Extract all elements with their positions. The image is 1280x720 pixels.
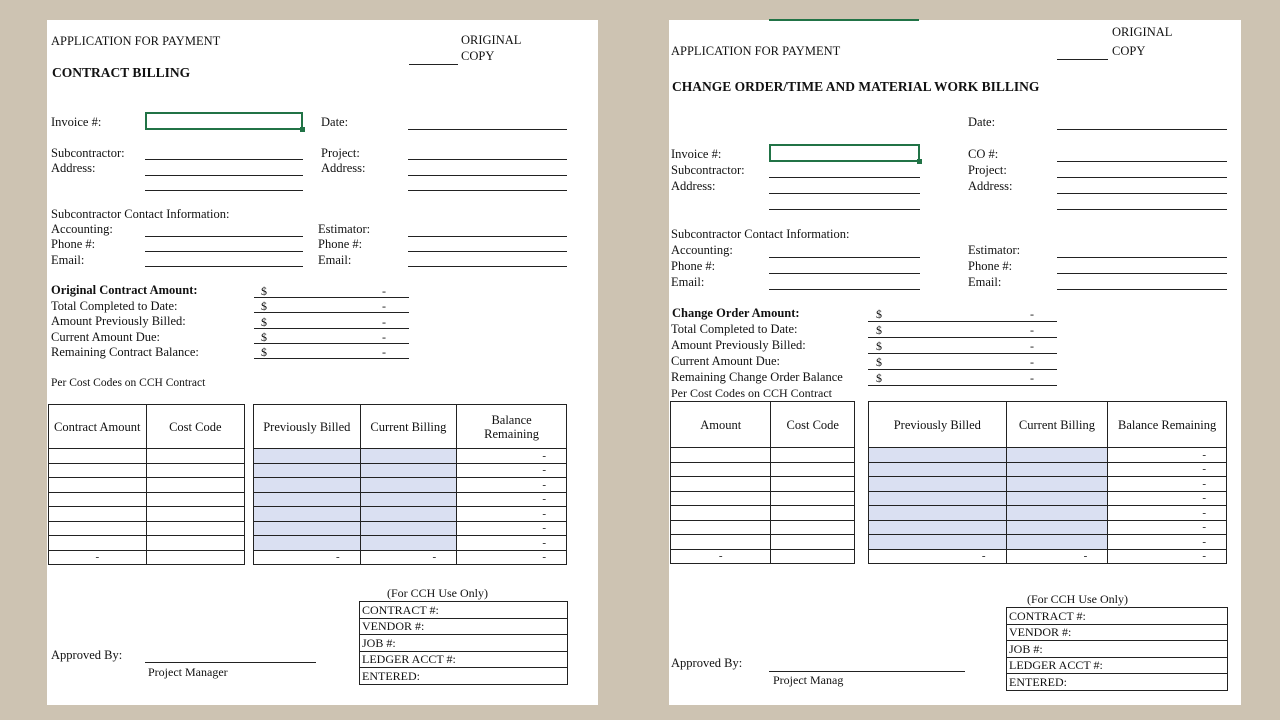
balance-cell: - [457, 507, 567, 522]
balance-cell: - [457, 449, 567, 464]
total-cell: - [1108, 549, 1227, 564]
summary-currency: $ [876, 371, 882, 385]
table-cell[interactable] [869, 448, 1007, 463]
table-cell[interactable] [671, 535, 771, 550]
summary-value: - [382, 330, 386, 344]
estimator-email-label: Email: [968, 275, 1002, 289]
summary-label: Original Contract Amount: [51, 283, 198, 297]
cch-use-only-label: (For CCH Use Only) [1027, 592, 1128, 606]
date-label: Date: [321, 115, 349, 129]
cch-row: JOB #: [1007, 641, 1228, 658]
table-cell[interactable] [1006, 448, 1108, 463]
date-field[interactable] [1057, 129, 1227, 130]
balance-cell: - [457, 463, 567, 478]
summary-line [254, 343, 409, 344]
summary-label: Amount Previously Billed: [671, 338, 806, 352]
table-cell[interactable] [671, 448, 771, 463]
summary-value: - [1030, 355, 1034, 369]
approval-signature-line[interactable] [769, 671, 965, 672]
summary-currency: $ [261, 299, 267, 313]
table-cell[interactable] [771, 520, 855, 535]
balance-cell: - [1108, 491, 1227, 506]
table-cell[interactable] [671, 491, 771, 506]
summary-label: Change Order Amount: [672, 306, 800, 320]
project-field[interactable] [1057, 177, 1227, 178]
table-cell[interactable] [869, 491, 1007, 506]
table-cell[interactable] [1006, 506, 1108, 521]
previously-billed-header: Previously Billed [869, 402, 1007, 448]
copy-check-line [409, 64, 458, 65]
project-address-field-1[interactable] [1057, 193, 1227, 194]
address-label: Address: [51, 161, 96, 175]
summary-line [254, 297, 409, 298]
project-manager-label: Project Manag [773, 673, 844, 687]
subcontractor-label: Subcontractor: [671, 163, 745, 177]
table-cell[interactable] [869, 520, 1007, 535]
table-cell[interactable] [360, 463, 457, 478]
summary-currency: $ [876, 339, 882, 353]
approval-signature-line[interactable] [145, 662, 316, 663]
address-field-1[interactable] [769, 193, 920, 194]
estimator-phone-field[interactable] [408, 251, 567, 252]
total-cell: - [1006, 549, 1108, 564]
cch-use-box [359, 601, 568, 685]
contact-info-heading: Subcontractor Contact Information: [51, 207, 230, 221]
billing-table [868, 401, 1227, 564]
address-label: Address: [671, 179, 716, 193]
table-cell[interactable] [869, 535, 1007, 550]
summary-value: - [382, 315, 386, 329]
estimator-email-field[interactable] [1057, 289, 1227, 290]
table-cell[interactable] [254, 478, 361, 493]
summary-value: - [1030, 339, 1034, 353]
email-label: Email: [671, 275, 705, 289]
balance-remaining-header: Balance Remaining [457, 405, 567, 449]
table-cell[interactable] [49, 478, 147, 493]
table-cell[interactable] [360, 449, 457, 464]
address-field-2[interactable] [145, 190, 303, 191]
table-cell[interactable] [254, 463, 361, 478]
copy-label: COPY [461, 49, 495, 63]
phone-label: Phone #: [51, 237, 96, 251]
summary-label: Remaining Contract Balance: [51, 345, 199, 359]
summary-label: Total Completed to Date: [671, 322, 798, 336]
summary-currency: $ [876, 323, 882, 337]
original-label: ORIGINAL [461, 33, 522, 47]
email-field[interactable] [769, 289, 920, 290]
table-cell[interactable] [49, 492, 147, 507]
table-cell[interactable] [1006, 535, 1108, 550]
estimator-phone-label: Phone #: [968, 259, 1013, 273]
table-cell[interactable] [1006, 520, 1108, 535]
total-cell: - [254, 550, 361, 565]
summary-label: Remaining Change Order Balance [671, 370, 843, 384]
table-cell[interactable] [146, 463, 244, 478]
copy-label: COPY [1112, 44, 1146, 58]
project-label: Project: [321, 146, 360, 160]
original-label: ORIGINAL [1112, 25, 1173, 39]
phone-label: Phone #: [671, 259, 716, 273]
cch-row: VENDOR #: [1007, 624, 1228, 641]
balance-cell: - [1108, 477, 1227, 492]
estimator-label: Estimator: [318, 222, 371, 236]
balance-cell: - [457, 492, 567, 507]
invoice-label: Invoice #: [671, 147, 722, 161]
balance-remaining-header: Balance Remaining [1108, 402, 1227, 448]
contract-amount-header: Contract Amount [49, 405, 147, 449]
cch-row: CONTRACT #: [1007, 608, 1228, 625]
table-cell[interactable] [360, 492, 457, 507]
table-cell[interactable] [146, 492, 244, 507]
balance-cell: - [1108, 462, 1227, 477]
summary-line [868, 337, 1057, 338]
total-cell: - [869, 549, 1007, 564]
summary-line [254, 328, 409, 329]
copy-check-line [1057, 59, 1108, 60]
summary-value: - [1030, 307, 1034, 321]
table-cell[interactable] [1006, 462, 1108, 477]
estimator-phone-label: Phone #: [318, 237, 363, 251]
table-cell[interactable] [671, 462, 771, 477]
balance-cell: - [457, 521, 567, 536]
balance-cell: - [457, 536, 567, 551]
balance-cell: - [1108, 506, 1227, 521]
amount-total: - [671, 549, 771, 564]
summary-currency: $ [876, 355, 882, 369]
cost-code-header: Cost Code [771, 402, 855, 448]
project-field[interactable] [408, 159, 567, 160]
selection-edge [769, 19, 919, 21]
table-cell[interactable] [771, 448, 855, 463]
project-address-field-2[interactable] [1057, 209, 1227, 210]
table-cell[interactable] [49, 521, 147, 536]
email-label: Email: [51, 253, 85, 267]
table-cell [771, 549, 855, 564]
table-cell[interactable] [771, 477, 855, 492]
change-order-billing-sheet [669, 20, 1241, 705]
table-cell[interactable] [146, 507, 244, 522]
contract-billing-sheet [47, 20, 598, 705]
email-field[interactable] [145, 266, 303, 267]
summary-label: Total Completed to Date: [51, 299, 178, 313]
approved-by-label: Approved By: [51, 648, 123, 662]
table-cell[interactable] [671, 477, 771, 492]
table-cell[interactable] [771, 462, 855, 477]
table-cell[interactable] [771, 506, 855, 521]
cch-row: ENTERED: [1007, 674, 1228, 691]
estimator-phone-field[interactable] [1057, 273, 1227, 274]
summary-currency: $ [261, 284, 267, 298]
invoice-label: Invoice #: [51, 115, 102, 129]
accounting-label: Accounting: [51, 222, 113, 236]
form-title: CONTRACT BILLING [52, 65, 191, 80]
phone-field[interactable] [769, 273, 920, 274]
balance-cell: - [457, 478, 567, 493]
project-address-field-2[interactable] [408, 190, 567, 191]
subcontractor-label: Subcontractor: [51, 146, 125, 160]
table-cell[interactable] [771, 535, 855, 550]
app-for-payment-heading: APPLICATION FOR PAYMENT [51, 34, 221, 48]
phone-field[interactable] [145, 251, 303, 252]
cch-use-only-label: (For CCH Use Only) [387, 586, 488, 600]
table-cell[interactable] [146, 536, 244, 551]
cch-row: LEDGER ACCT #: [360, 651, 568, 668]
table-cell[interactable] [146, 449, 244, 464]
subcontractor-field[interactable] [769, 177, 920, 178]
cch-row: CONTRACT #: [360, 602, 568, 619]
cost-code-header: Cost Code [146, 405, 244, 449]
project-address-label: Address: [968, 179, 1013, 193]
summary-line [868, 369, 1057, 370]
billing-table [253, 404, 567, 565]
co-number-label: CO #: [968, 147, 999, 161]
table-cell[interactable] [771, 491, 855, 506]
summary-line [254, 358, 409, 359]
table-cell[interactable] [254, 507, 361, 522]
summary-value: - [382, 284, 386, 298]
address-field-2[interactable] [769, 209, 920, 210]
per-cost-codes-note: Per Cost Codes on CCH Contract [51, 377, 206, 389]
table-cell[interactable] [254, 521, 361, 536]
summary-line [868, 353, 1057, 354]
per-cost-codes-note: Per Cost Codes on CCH Contract [671, 386, 832, 400]
estimator-label: Estimator: [968, 243, 1021, 257]
table-cell[interactable] [254, 492, 361, 507]
accounting-label: Accounting: [671, 243, 733, 257]
cch-row: VENDOR #: [360, 618, 568, 635]
summary-currency: $ [261, 330, 267, 344]
table-cell[interactable] [869, 462, 1007, 477]
table-cell[interactable] [869, 477, 1007, 492]
table-cell[interactable] [869, 506, 1007, 521]
app-for-payment-heading: APPLICATION FOR PAYMENT [671, 44, 841, 58]
summary-currency: $ [261, 345, 267, 359]
invoice-input[interactable] [145, 112, 303, 130]
estimator-email-field[interactable] [408, 266, 567, 267]
total-cell: - [360, 550, 457, 565]
table-cell[interactable] [49, 463, 147, 478]
table-cell[interactable] [360, 507, 457, 522]
summary-label: Current Amount Due: [51, 330, 161, 344]
project-label: Project: [968, 163, 1007, 177]
table-cell[interactable] [146, 521, 244, 536]
accounting-field[interactable] [769, 257, 920, 258]
cch-row: ENTERED: [360, 668, 568, 685]
accounting-field[interactable] [145, 236, 303, 237]
contract-amount-total: - [49, 550, 147, 565]
date-label: Date: [968, 115, 996, 129]
contact-info-heading: Subcontractor Contact Information: [671, 227, 850, 241]
balance-cell: - [1108, 535, 1227, 550]
estimator-email-label: Email: [318, 253, 352, 267]
cch-row: JOB #: [360, 635, 568, 652]
project-address-field-1[interactable] [408, 175, 567, 176]
amount-header: Amount [671, 402, 771, 448]
previously-billed-header: Previously Billed [254, 405, 361, 449]
summary-value: - [382, 345, 386, 359]
current-billing-header: Current Billing [1006, 402, 1108, 448]
table-cell [146, 550, 244, 565]
address-field-1[interactable] [145, 175, 303, 176]
project-manager-label: Project Manager [148, 665, 228, 679]
invoice-input[interactable] [769, 144, 920, 162]
table-cell[interactable] [254, 449, 361, 464]
summary-label: Current Amount Due: [671, 354, 781, 368]
summary-currency: $ [261, 315, 267, 329]
table-cell[interactable] [360, 478, 457, 493]
balance-cell: - [1108, 520, 1227, 535]
co-number-field[interactable] [1057, 161, 1227, 162]
table-cell[interactable] [146, 478, 244, 493]
form-title: CHANGE ORDER/TIME AND MATERIAL WORK BILLING [672, 79, 1040, 94]
estimator-field[interactable] [408, 236, 567, 237]
subcontractor-field[interactable] [145, 159, 303, 160]
table-cell[interactable] [254, 536, 361, 551]
project-address-label: Address: [321, 161, 366, 175]
date-field[interactable] [408, 129, 567, 130]
table-cell[interactable] [671, 520, 771, 535]
table-cell[interactable] [1006, 477, 1108, 492]
table-cell[interactable] [671, 506, 771, 521]
summary-line [868, 385, 1057, 386]
summary-currency: $ [876, 307, 882, 321]
table-cell[interactable] [1006, 491, 1108, 506]
amount-table [670, 401, 855, 564]
cch-use-box [1006, 607, 1228, 691]
summary-line [868, 321, 1057, 322]
approved-by-label: Approved By: [671, 656, 743, 670]
summary-value: - [1030, 371, 1034, 385]
estimator-field[interactable] [1057, 257, 1227, 258]
total-cell: - [457, 550, 567, 565]
summary-value: - [382, 299, 386, 313]
balance-cell: - [1108, 448, 1227, 463]
summary-line [254, 312, 409, 313]
table-cell[interactable] [360, 521, 457, 536]
contract-amount-table [48, 404, 245, 565]
cch-row: LEDGER ACCT #: [1007, 657, 1228, 674]
table-cell[interactable] [49, 507, 147, 522]
table-cell[interactable] [360, 536, 457, 551]
current-billing-header: Current Billing [360, 405, 457, 449]
summary-label: Amount Previously Billed: [51, 314, 186, 328]
table-cell[interactable] [49, 536, 147, 551]
table-cell[interactable] [49, 449, 147, 464]
summary-value: - [1030, 323, 1034, 337]
